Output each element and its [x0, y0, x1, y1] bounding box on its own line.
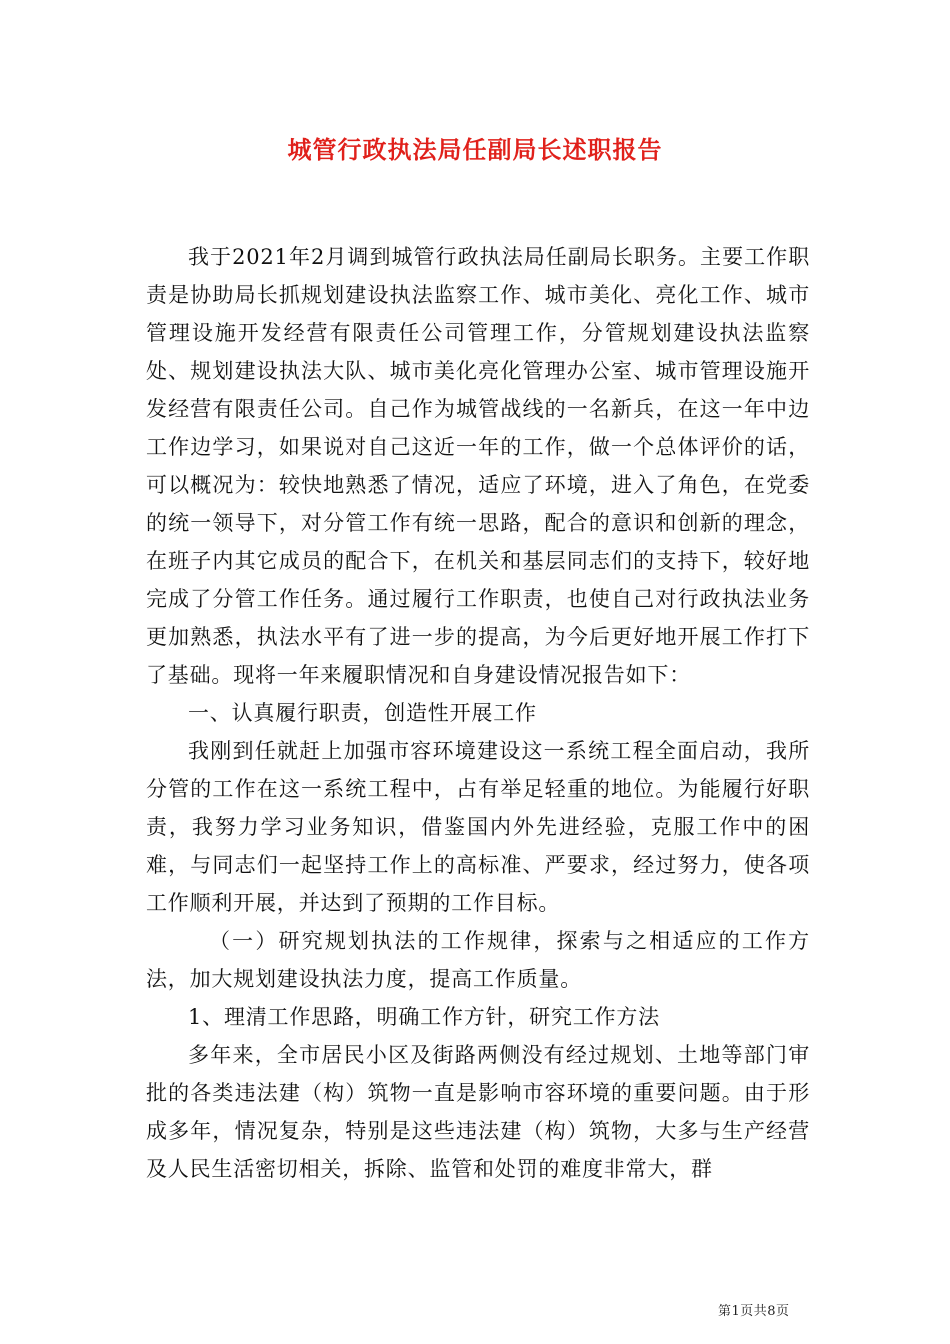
document-title: 城管行政执法局任副局长述职报告 [287, 135, 663, 164]
paragraph-section-1: 我刚到任就赶上加强市容环境建设这一系统工程全面启动，我所分管的工作在这一系统工程中，占有举足轻重的地位。为能履行好职责，我努力学习业务知识，借鉴国内外先进经验，克服工作中的困难，与同志们一起坚持工作上的高标准、严要求，经过努力，使各项工作顺利开展，并达到了预期的工作目标。 [146, 739, 810, 915]
item-heading-1: 1、理清工作思路，明确工作方针，研究工作方法 [188, 1005, 660, 1029]
subsection-heading-1: （一）研究规划执法的工作规律，探索与之相适应的工作方法，加大规划建设执法力度，提高工作质量。 [146, 929, 810, 991]
section-heading-1: 一、认真履行职责，创造性开展工作 [188, 701, 537, 725]
paragraph-item-1: 多年来，全市居民小区及街路两侧没有经过规划、土地等部门审批的各类违法建（构）筑物一直是影响市容环境的重要问题。由于形成多年，情况复杂，特别是这些违法建（构）筑物，大多与生产经营及人民生活密切相关，拆除、监管和处罚的难度非常大，群 [146, 1043, 810, 1181]
paragraph-intro: 我于2021年2月调到城管行政执法局任副局长职务。主要工作职责是协助局长抓规划建设执法监察工作、城市美化、亮化工作、城市管理设施开发经营有限责任公司管理工作，分管规划建设执法监察处、规划建设执法大队、城市美化亮化管理办公室、城市管理设施开发经营有限责任公司。自己作为城管战线的一名新兵，在这一年中边工作边学习，如果说对自己这近一年的工作，做一个总体评价的话，可以概况为：较快地熟悉了情况，适应了环境，进入了角色，在党委的统一领导下，对分管工作有统一思路，配合的意识和创新的理念，在班子内其它成员的配合下，在机关和基层同志们的支持下，较好地完成了分管工作任务。通过履行工作职责，也使自己对行政执法业务更加熟悉，执法水平有了进一步的提高，为今后更好地开展工作打下了基础。现将一年来履职情况和自身建设情况报告如下： [146, 245, 810, 687]
document-body [146, 238, 810, 1188]
page-number: 第1页共8页 [718, 1304, 790, 1319]
